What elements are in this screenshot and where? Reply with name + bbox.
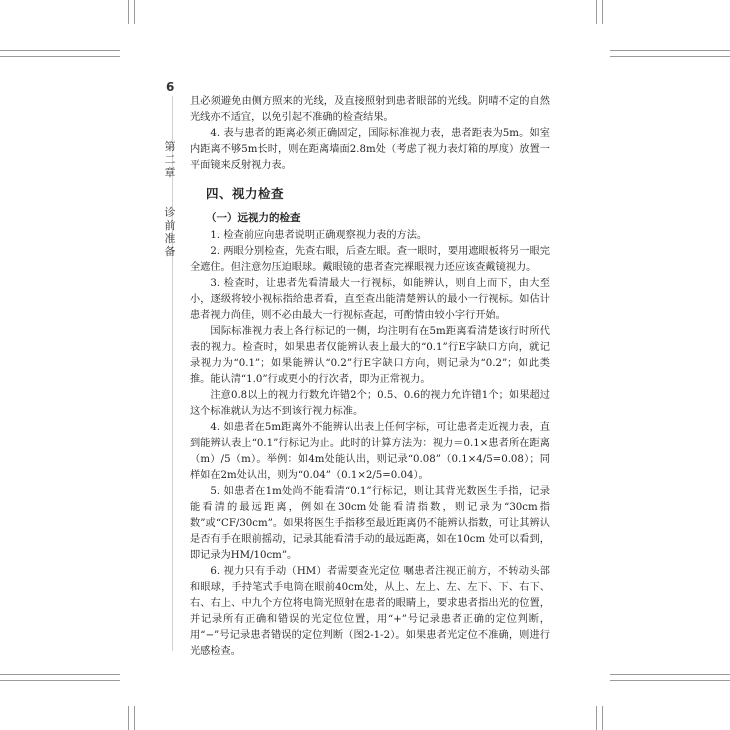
crop-mark (610, 56, 730, 57)
paragraph: 3. 检查时，让患者先看清最大一行视标，如能辨认，则自上而下，由大至小，逐级将较小视标指给患者看，直至查出能清楚辨认的最小一行视标。如估计患者视力尚佳，则不必由最大一行视标查起，可酌情由较小字行开始。 (190, 278, 550, 321)
margin-rule (172, 96, 173, 651)
crop-mark (0, 674, 120, 675)
subsection-heading: （一）远视力的检查 (206, 212, 301, 224)
paragraph-list (190, 228, 550, 660)
crop-mark (134, 706, 135, 730)
section-tab: 诊前准备 (164, 206, 176, 258)
page-number: 6 (166, 80, 175, 94)
crop-mark (596, 706, 597, 730)
chapter-tab: 第二章 (164, 140, 176, 179)
crop-mark (602, 706, 603, 730)
paragraph: 2. 两眼分别检查，先查右眼，后查左眼。查一眼时，要用遮眼板将另一眼完全遮住。但注意勿压迫眼球。戴眼镜的患者查完裸眼视力还应该查戴镜视力。 (190, 246, 550, 273)
crop-mark (0, 680, 120, 681)
crop-mark (610, 50, 730, 51)
crop-mark (0, 56, 120, 57)
paragraph: 1. 检查前应向患者说明正确观察视力表的方法。 (210, 230, 428, 241)
paragraph: 5. 如患者在1m处尚不能看清“0.1”行标记，则让其背光数医生手指，记录能看清的最远距离，例如在30cm处能看清指数，则记录为“30cm指数”或“CF/30cm”。如果将医生手指移至最近距离仍不能辨认指数，可让其辨认是否有手在眼前摇动，记录其能看清手动的最远距离，如在10cm 处可以看到，即记录为HM/10cm”。 (190, 486, 550, 561)
paragraph: 4. 表与患者的距离必须正确固定，国际标准视力表，患者距表为5m。如室内距离不够5m长时，则在距离墙面2.8m处（考虑了视力表灯箱的厚度）放置一平面镜来反射视力表。 (190, 128, 550, 171)
page-body (190, 94, 550, 660)
paragraph: 4. 如患者在5m距离外不能辨认出表上任何字标，可让患者走近视力表，直到能辨认表上“0.1”行标记为止。此时的计算方法为：视力＝0.1×患者所在距离（m）/5（m）。举例：如4m处能认出，则记录“0.08”（0.1×4/5=0.08）；同样如在2m处认出，则为“0.04”（0.1×2/5=0.04）。 (190, 422, 550, 481)
paragraph: 国际标准视力表上各行标记的一侧，均注明有在5m距离看清楚该行时所代表的视力。检查时，如果患者仅能辨认表上最大的“0.1”行E字缺口方向，就记录视力为“0.1”；如果能辨认“0.2”行E字缺口方向，则记录为“0.2”；如此类推。能认清“1.0”行或更小的行次者，即为正常视力。 (190, 326, 550, 385)
section-heading: 四、视力检查 (206, 186, 285, 201)
crop-mark (610, 674, 730, 675)
paragraph: 注意0.8以上的视力行数允许错2个；0.5、0.6的视力允许错1个；如果超过这个标准就认为达不到该行视力标准。 (190, 390, 550, 417)
crop-mark (602, 0, 603, 24)
crop-mark (134, 0, 135, 24)
paragraph: 且必须避免由侧方照来的光线，及直接照射到患者眼部的光线。阴晴不定的自然光线亦不适宜，以免引起不准确的检查结果。 (190, 96, 550, 123)
crop-mark (128, 706, 129, 730)
paragraph: 6. 视力只有手动（HM）者需要查光定位 嘱患者注视正前方，不转动头部和眼球，手持笔式手电筒在眼前40cm处，从上、左上、左、左下、下、右下、右、右上、中九个方位将电筒光照射在患者的眼睛上，要求患者指出光的位置，并记录所有正确和错误的光定位位置，用“+”号记录患者正确的定位判断，用“−”号记录患者错误的定位判断（图2-1-2）。如果患者光定位不准确，则进行光感检查。 (190, 566, 550, 657)
crop-mark (128, 0, 129, 24)
crop-mark (596, 0, 597, 24)
crop-mark (610, 680, 730, 681)
crop-mark (0, 50, 120, 51)
